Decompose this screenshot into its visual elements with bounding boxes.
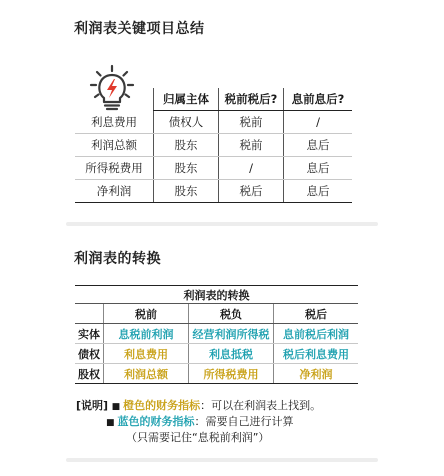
summary-table — [75, 88, 352, 203]
table-cell: 利息费用 — [104, 344, 189, 364]
header-cell-owner: 归属主体 — [154, 88, 219, 111]
bullet-icon: ■ — [111, 402, 121, 412]
row-label: 所得税费用 — [75, 157, 154, 180]
table-cell: 利润总额 — [104, 364, 189, 384]
header-cell-empty — [75, 88, 154, 111]
table-cell: 税后利息费用 — [274, 344, 359, 364]
conversion-table-caption: 利润表的转换 — [75, 286, 358, 304]
orange-term: 橙色的财务指标 — [123, 399, 201, 412]
table-cell: / — [284, 111, 353, 134]
section-divider — [66, 458, 378, 462]
table-cell: 息前税后利润 — [274, 324, 359, 344]
blue-term: 蓝色的财务指标 — [117, 415, 195, 428]
table-cell: 债权人 — [154, 111, 219, 134]
row-label: 利息费用 — [75, 111, 154, 134]
summary-table-header — [75, 88, 352, 111]
header-cell-empty — [75, 304, 104, 324]
orange-description: ：可以在利润表上找到。 — [200, 399, 322, 412]
table-cell: 息税前利润 — [104, 324, 189, 344]
row-label: 实体 — [75, 324, 104, 344]
table-cell: 税前 — [219, 111, 284, 134]
row-label: 股权 — [75, 364, 104, 384]
table-cell: 税后 — [219, 180, 284, 203]
header-cell-pretax: 税前 — [104, 304, 189, 324]
conversion-table-caption-row — [75, 286, 358, 304]
table-row — [75, 364, 358, 384]
table-row — [75, 111, 352, 134]
table-cell: 息后 — [284, 157, 353, 180]
table-row — [75, 344, 358, 364]
table-cell: 股东 — [154, 134, 219, 157]
row-label: 净利润 — [75, 180, 154, 203]
section-title-conversion: 利润表的转换 — [74, 251, 161, 267]
table-cell: 息后 — [284, 180, 353, 203]
header-cell-taxburden: 税负 — [189, 304, 274, 324]
table-row — [75, 180, 352, 203]
table-cell: 息后 — [284, 134, 353, 157]
table-cell: 税前 — [219, 134, 284, 157]
note-line-blue — [106, 413, 294, 429]
row-label: 债权 — [75, 344, 104, 364]
table-row — [75, 134, 352, 157]
note-prefix: [说明] — [76, 399, 109, 412]
table-cell: 股东 — [154, 180, 219, 203]
table-cell: 股东 — [154, 157, 219, 180]
bullet-icon: ■ — [106, 418, 115, 428]
note-line-orange — [76, 397, 321, 413]
table-cell: 经营利润所得税 — [189, 324, 274, 344]
table-row — [75, 324, 358, 344]
table-cell: 利息抵税 — [189, 344, 274, 364]
conversion-table-header — [75, 304, 358, 324]
table-cell: 净利润 — [274, 364, 359, 384]
table-row — [75, 157, 352, 180]
header-cell-interest: 息前息后? — [284, 88, 353, 111]
blue-description: ：需要自己进行计算 — [194, 415, 294, 428]
section-divider — [66, 222, 378, 226]
note-line-reminder: （只需要记住“息税前利润”） — [126, 431, 270, 444]
conversion-table — [75, 285, 358, 384]
table-cell: / — [219, 157, 284, 180]
header-cell-aftertax: 税后 — [274, 304, 359, 324]
table-cell: 所得税费用 — [189, 364, 274, 384]
section-title-summary: 利润表关键项目总结 — [74, 21, 205, 37]
header-cell-tax: 税前税后? — [219, 88, 284, 111]
row-label: 利润总额 — [75, 134, 154, 157]
